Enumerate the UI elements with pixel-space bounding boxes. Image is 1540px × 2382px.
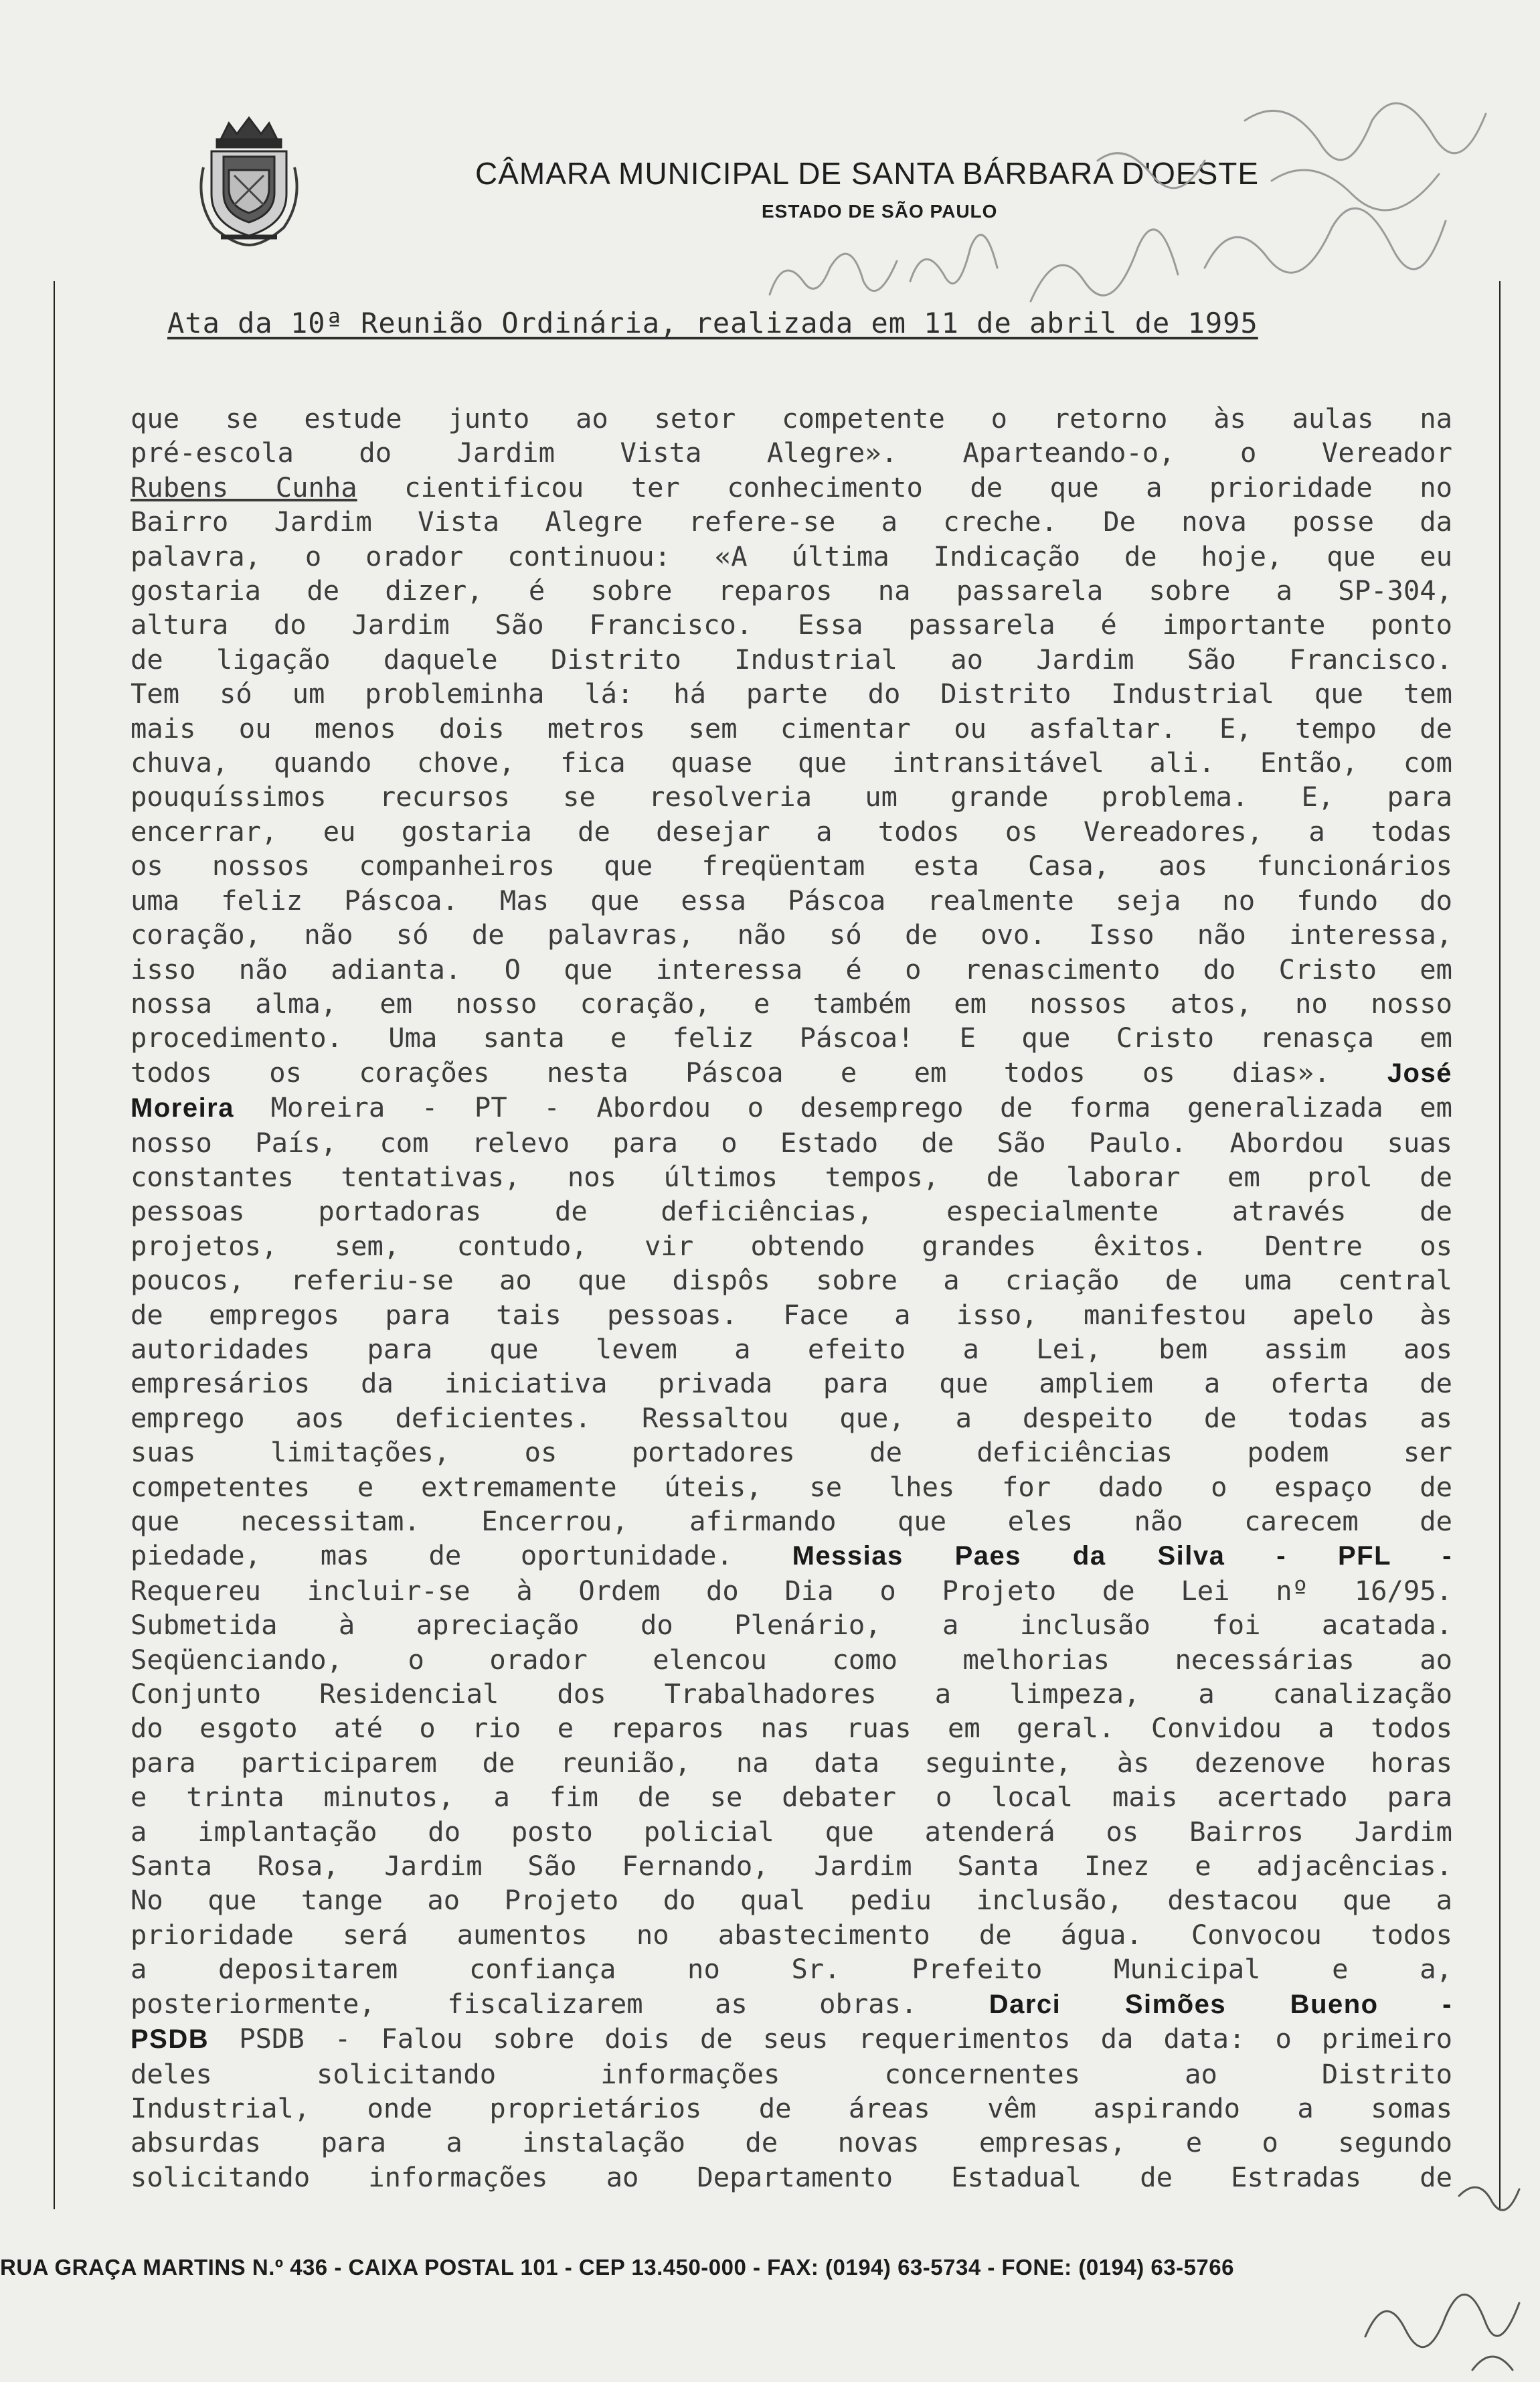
text-line: pré-escola do Jardim Vista Alegre». Aparteando-o, o Vereador — [131, 436, 1452, 469]
text-line: solicitando informações ao Departamento Estadual de Estradas de — [131, 2160, 1452, 2193]
header-title: CÂMARA MUNICIPAL DE SANTA BÁRBARA D'OESTE — [475, 156, 1260, 191]
text-line: competentes e extremamente úteis, se lhes for dado o espaço de — [131, 1470, 1452, 1503]
text-line: e trinta minutos, a fim de se debater o local mais acertado para — [131, 1781, 1452, 1814]
document-title: Ata da 10ª Reunião Ordinária, realizada em 11 de abril de 1995 — [167, 307, 1258, 339]
speaker-name: PSDB — [131, 2024, 209, 2055]
text-line: deles solicitando informações concernentes ao Distrito — [131, 2057, 1452, 2090]
text-line-with-speaker — [131, 1538, 1452, 1573]
text-line: Rubens Cunha cientificou ter conhecimento de que a prioridade no — [131, 471, 1452, 503]
text-line: Submetida à apreciação do Plenário, a inclusão foi acatada. — [131, 1609, 1452, 1642]
speaker-name: Moreira — [131, 1093, 234, 1123]
text-line: suas limitações, os portadores de deficiências podem ser — [131, 1436, 1452, 1469]
text-line: poucos, referiu-se ao que dispôs sobre a criação de uma central — [131, 1264, 1452, 1297]
text-line: pessoas portadoras de deficiências, especialmente através de — [131, 1195, 1452, 1228]
text-line: Tem só um probleminha lá: há parte do Distrito Industrial que tem — [131, 678, 1452, 710]
text-fragment: PSDB - Falou sobre dois de seus requerimentos da data: o primeiro — [239, 2022, 1452, 2055]
text-line-with-speaker — [131, 2022, 1452, 2057]
text-line: palavra, o orador continuou: «A última Indicação de hoje, que eu — [131, 540, 1452, 572]
text-line: constantes tentativas, nos últimos tempos, de laborar em prol de — [131, 1160, 1452, 1193]
text-line: que se estude junto ao setor competente o retorno às aulas na — [131, 402, 1452, 434]
text-line: prioridade será aumentos no abastecimento de água. Convocou todos — [131, 1918, 1452, 1951]
text-line: gostaria de dizer, é sobre reparos na passarela sobre a SP-304, — [131, 574, 1452, 607]
text-line: Bairro Jardim Vista Alegre refere-se a creche. De nova posse da — [131, 505, 1452, 538]
text-line: a depositarem confiança no Sr. Prefeito Municipal e a, — [131, 1953, 1452, 1986]
text-line: nossa alma, em nosso coração, e também em nossos atos, no nosso — [131, 987, 1452, 1020]
left-margin-rule — [54, 281, 55, 2209]
text-line: emprego aos deficientes. Ressaltou que, a despeito de todas as — [131, 1401, 1452, 1434]
text-line: coração, não só de palavras, não só de ovo. Isso não interessa, — [131, 919, 1452, 951]
text-line: autoridades para que levem a efeito a Lei, bem assim aos — [131, 1332, 1452, 1365]
text-line: absurdas para a instalação de novas empresas, e o segundo — [131, 2126, 1452, 2159]
text-line-with-speaker — [131, 1091, 1452, 1125]
minutes-body — [131, 402, 1452, 2195]
text-line: Conjunto Residencial dos Trabalhadores a limpeza, a canalização — [131, 1678, 1452, 1711]
text-line: empresários da iniciativa privada para que ampliem a oferta de — [131, 1367, 1452, 1400]
text-line: que necessitam. Encerrou, afirmando que eles não carecem de — [131, 1505, 1452, 1537]
text-line: altura do Jardim São Francisco. Essa passarela é importante ponto — [131, 609, 1452, 641]
handwritten-initials — [1325, 2169, 1539, 2382]
text-line: procedimento. Uma santa e feliz Páscoa! E que Cristo renasça em — [131, 1022, 1452, 1054]
speaker-name: José — [1387, 1058, 1452, 1088]
text-line: a implantação do posto policial que atenderá os Bairros Jardim — [131, 1815, 1452, 1848]
text-line: Seqüenciando, o orador elencou como melhorias necessárias ao — [131, 1643, 1452, 1676]
underlined-name: Rubens Cunha — [131, 471, 357, 503]
text-fragment: todos os corações nesta Páscoa e em todos os dias». — [131, 1056, 1331, 1089]
text-fragment: posteriormente, fiscalizarem as obras. — [131, 1987, 918, 2020]
municipal-crest-icon — [194, 114, 305, 248]
text-line: Industrial, onde proprietários de áreas vêm aspirando a somas — [131, 2091, 1452, 2124]
text-line: pouquíssimos recursos se resolveria um grande problema. E, para — [131, 781, 1452, 813]
text-line: para participarem de reunião, na data seguinte, às dezenove horas — [131, 1746, 1452, 1779]
speaker-name: Darci Simões Bueno - — [989, 1989, 1452, 2019]
text-line: projetos, sem, contudo, vir obtendo grandes êxitos. Dentre os — [131, 1229, 1452, 1262]
text-line: de empregos para tais pessoas. Face a isso, manifestou apelo às — [131, 1298, 1452, 1331]
text-line: isso não adianta. O que interessa é o renascimento do Cristo em — [131, 953, 1452, 985]
text-line-with-speaker — [131, 1056, 1452, 1091]
text-line: encerrar, eu gostaria de desejar a todos os Vereadores, a todas — [131, 815, 1452, 848]
text-line: No que tange ao Projeto do qual pediu inclusão, destacou que a — [131, 1884, 1452, 1917]
text-line: mais ou menos dois metros sem cimentar ou asfaltar. E, tempo de — [131, 712, 1452, 744]
text-fragment: piedade, mas de oportunidade. — [131, 1539, 733, 1572]
text-line: uma feliz Páscoa. Mas que essa Páscoa realmente seja no fundo do — [131, 884, 1452, 917]
right-margin-rule — [1499, 281, 1501, 2209]
text-line: Santa Rosa, Jardim São Fernando, Jardim Santa Inez e adjacências. — [131, 1850, 1452, 1883]
text-line: de ligação daquele Distrito Industrial ao Jardim São Francisco. — [131, 643, 1452, 676]
text-line: chuva, quando chove, fica quase que intransitável ali. Então, com — [131, 746, 1452, 779]
text-line: Requereu incluir-se à Ordem do Dia o Projeto de Lei nº 16/95. — [131, 1574, 1452, 1607]
text-line: nosso País, com relevo para o Estado de São Paulo. Abordou suas — [131, 1126, 1452, 1159]
text-line-with-speaker — [131, 1987, 1452, 2022]
text-line: os nossos companheiros que freqüentam esta Casa, aos funcionários — [131, 850, 1452, 882]
text-fragment: Moreira - PT - Abordou o desemprego de forma generalizada em — [270, 1091, 1452, 1124]
text-line: do esgoto até o rio e reparos nas ruas em geral. Convidou a todos — [131, 1712, 1452, 1745]
footer-address: RUA GRAÇA MARTINS N.º 436 - CAIXA POSTAL 101 - CEP 13.450-000 - FAX: (0194) 63-5734 - FONE: (0194) 63-5766 — [0, 2255, 1234, 2280]
speaker-name: Messias Paes da Silva - PFL - — [792, 1541, 1452, 1571]
header-subtitle: ESTADO DE SÃO PAULO — [762, 201, 998, 222]
